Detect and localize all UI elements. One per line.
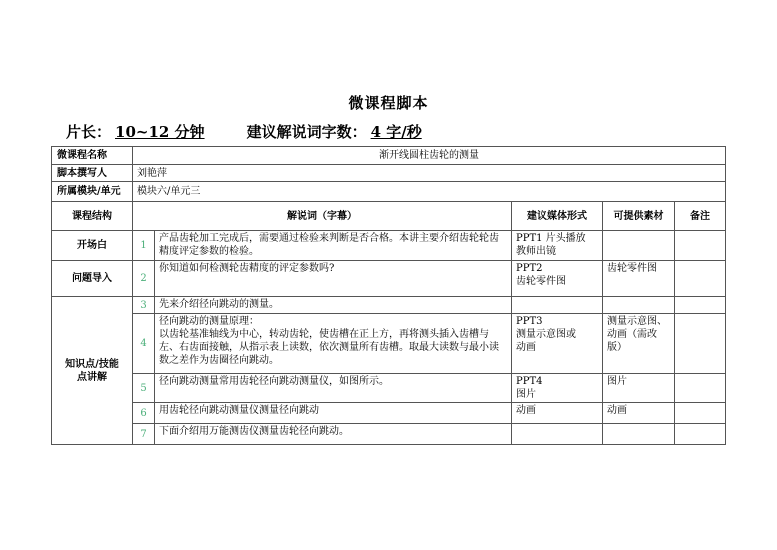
narration-cell: 先来介绍径向跳动的测量。 [155, 297, 512, 314]
course-value: 渐开线圆柱齿轮的测量 [133, 147, 726, 165]
material-cell: 测量示意图、 动画（需改 版） [603, 314, 675, 374]
speed-value: 4 字/秒 [370, 123, 422, 141]
script-table [51, 146, 726, 445]
material-cell: 齿轮零件图 [603, 261, 675, 297]
notes-cell [675, 261, 726, 297]
notes-cell [675, 424, 726, 445]
narration-cell: 径向跳动测量常用齿轮径向跳动测量仪，如图所示。 [155, 374, 512, 403]
author-value: 刘艳萍 [133, 165, 726, 182]
table-row [52, 297, 726, 314]
notes-cell [675, 314, 726, 374]
table-row [52, 403, 726, 424]
length-label: 片长： [66, 123, 112, 141]
header-notes: 备注 [675, 202, 726, 231]
info-row-author [52, 165, 726, 182]
material-cell: 图片 [603, 374, 675, 403]
header-row [52, 202, 726, 231]
notes-cell [675, 297, 726, 314]
narration-cell: 你知道如何检测轮齿精度的评定参数吗? [155, 261, 512, 297]
material-cell [603, 297, 675, 314]
section-knowledge [52, 297, 133, 445]
media-cell: PPT4 图片 [512, 374, 603, 403]
header-narration: 解说词（字幕） [133, 202, 512, 231]
media-cell [512, 297, 603, 314]
course-label: 微课程名称 [52, 147, 133, 165]
narration-cell: 用齿轮径向跳动测量仪测量径向跳动 [155, 403, 512, 424]
row-number: 3 [133, 297, 155, 314]
header-material: 可提供素材 [603, 202, 675, 231]
narration-cell: 径向跳动的测量原理： 以齿轮基准轴线为中心，转动齿轮，使齿槽在正上方，再将测头插入齿槽与左、右齿面接触，从指示表上读数，依次测量所有齿槽。取最大读数与最小读数之差作为齿圈径向跳动。 [155, 314, 512, 374]
media-cell: PPT1 片头播放 教师出镜 [512, 231, 603, 261]
info-row-module [52, 182, 726, 202]
material-cell [603, 231, 675, 261]
section-intro: 问题导入 [52, 261, 133, 297]
section-opening: 开场白 [52, 231, 133, 261]
narration-cell: 下面介绍用万能测齿仪测量齿轮径向跳动。 [155, 424, 512, 445]
media-cell: 动画 [512, 403, 603, 424]
row-number: 1 [133, 231, 155, 261]
author-label: 脚本撰写人 [52, 165, 133, 182]
info-row-course [52, 147, 726, 165]
media-cell: PPT3 测量示意图或 动画 [512, 314, 603, 374]
row-number: 7 [133, 424, 155, 445]
document-title: 微课程脚本 [348, 94, 429, 112]
table-row [52, 424, 726, 445]
speed-label: 建议解说词字数： [246, 123, 367, 141]
material-cell [603, 424, 675, 445]
media-cell: PPT2 齿轮零件图 [512, 261, 603, 297]
length-value: 10~12 分钟 [115, 123, 205, 141]
row-number: 4 [133, 314, 155, 374]
notes-cell [675, 374, 726, 403]
module-label: 所属模块/单元 [52, 182, 133, 202]
notes-cell [675, 403, 726, 424]
row-number: 6 [133, 403, 155, 424]
media-cell [512, 424, 603, 445]
row-number: 5 [133, 374, 155, 403]
header-media: 建议媒体形式 [512, 202, 603, 231]
table-row [52, 231, 726, 261]
notes-cell [675, 231, 726, 261]
table-row [52, 374, 726, 403]
row-number: 2 [133, 261, 155, 297]
table-row [52, 261, 726, 297]
material-cell: 动画 [603, 403, 675, 424]
table-row [52, 314, 726, 374]
meta-line [66, 121, 440, 142]
module-value: 模块六/单元三 [133, 182, 726, 202]
section-knowledge-line2: 点讲解 [77, 371, 107, 383]
narration-cell: 产品齿轮加工完成后，需要通过检验来判断是否合格。本讲主要介绍齿轮轮齿精度评定参数的检验。 [155, 231, 512, 261]
header-structure: 课程结构 [52, 202, 133, 231]
section-knowledge-line1: 知识点/技能 [65, 358, 119, 370]
